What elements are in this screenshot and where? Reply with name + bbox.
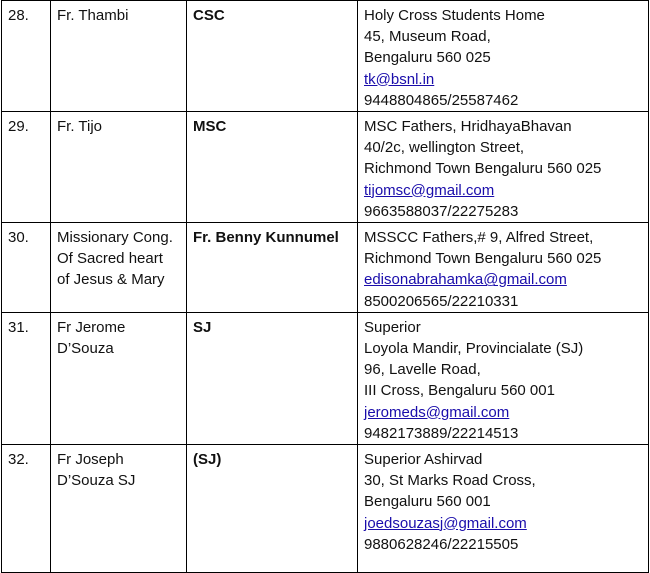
address-line: 96, Lavelle Road, (364, 361, 481, 379)
entry-congregation: Fr. Benny Kunnumel (187, 223, 358, 313)
phone-line: 9448804865/25587462 (364, 91, 519, 109)
address-line: III Cross, Bengaluru 560 001 (364, 382, 555, 400)
address-line: MSC Fathers, HridhayaBhavan (364, 118, 572, 136)
email-line (364, 180, 644, 201)
address-line: Holy Cross Students Home (364, 7, 545, 24)
entry-number: 30. (2, 223, 51, 313)
address-line: Bengaluru 560 001 (364, 493, 491, 511)
directory-table (1, 0, 649, 573)
email-line (364, 513, 644, 534)
entry-contact (358, 1, 649, 112)
address-line: Superior Ashirvad (364, 451, 483, 469)
entry-contact (358, 223, 649, 313)
name-line: D’Souza (57, 340, 114, 358)
name-line: of Jesus & Mary (57, 271, 165, 289)
address-line: MSSCC Fathers,# 9, Alfred Street, (364, 229, 594, 247)
address-line: Loyola Mandir, Provincialate (SJ) (364, 340, 584, 358)
address-line: 40/2c, wellington Street, (364, 139, 525, 157)
address-line: Bengaluru 560 025 (364, 49, 491, 67)
phone-line: 8500206565/22210331 (364, 292, 519, 310)
entry-contact (358, 112, 649, 223)
entry-name (51, 112, 187, 223)
email-link[interactable]: joedsouzasj@gmail.com (364, 514, 527, 532)
table-row (2, 312, 649, 444)
phone-line: 9482173889/22214513 (364, 424, 519, 442)
email-link[interactable]: jeromeds@gmail.com (364, 403, 510, 421)
name-line: Fr. Thambi (57, 7, 129, 24)
email-link[interactable]: edisonabrahamka@gmail.com (364, 271, 567, 289)
entry-name (51, 1, 187, 112)
name-line: Of Sacred heart (57, 250, 163, 268)
address-line: Superior (364, 318, 421, 336)
entry-name (51, 312, 187, 444)
entry-number: 32. (2, 445, 51, 573)
entry-number: 31. (2, 312, 51, 444)
name-line: Fr Jerome (57, 318, 126, 336)
address-line: 30, St Marks Road Cross, (364, 472, 536, 490)
email-line (364, 69, 644, 90)
name-line: Fr. Tijo (57, 118, 103, 136)
entry-number: 29. (2, 112, 51, 223)
entry-congregation: SJ (187, 312, 358, 444)
name-line: D’Souza SJ (57, 472, 136, 490)
email-link[interactable]: tijomsc@gmail.com (364, 181, 495, 199)
phone-line: 9880628246/22215505 (364, 535, 519, 553)
entry-number: 28. (2, 1, 51, 112)
entry-congregation: MSC (187, 112, 358, 223)
entry-congregation: CSC (187, 1, 358, 112)
table-row (2, 445, 649, 573)
entry-contact (358, 312, 649, 444)
email-line (364, 269, 644, 290)
address-line: Richmond Town Bengaluru 560 025 (364, 160, 602, 178)
table-row (2, 1, 649, 112)
table-row (2, 112, 649, 223)
email-line (364, 402, 644, 423)
email-link[interactable]: tk@bsnl.in (364, 70, 435, 88)
entry-contact (358, 445, 649, 573)
entry-congregation: (SJ) (187, 445, 358, 573)
name-line: Missionary Cong. (57, 229, 173, 247)
address-line: Richmond Town Bengaluru 560 025 (364, 250, 602, 268)
phone-line: 9663588037/22275283 (364, 202, 519, 220)
name-line: Fr Joseph (57, 451, 124, 469)
entry-name (51, 223, 187, 313)
entry-name (51, 445, 187, 573)
table-row (2, 223, 649, 313)
address-line: 45, Museum Road, (364, 28, 491, 46)
